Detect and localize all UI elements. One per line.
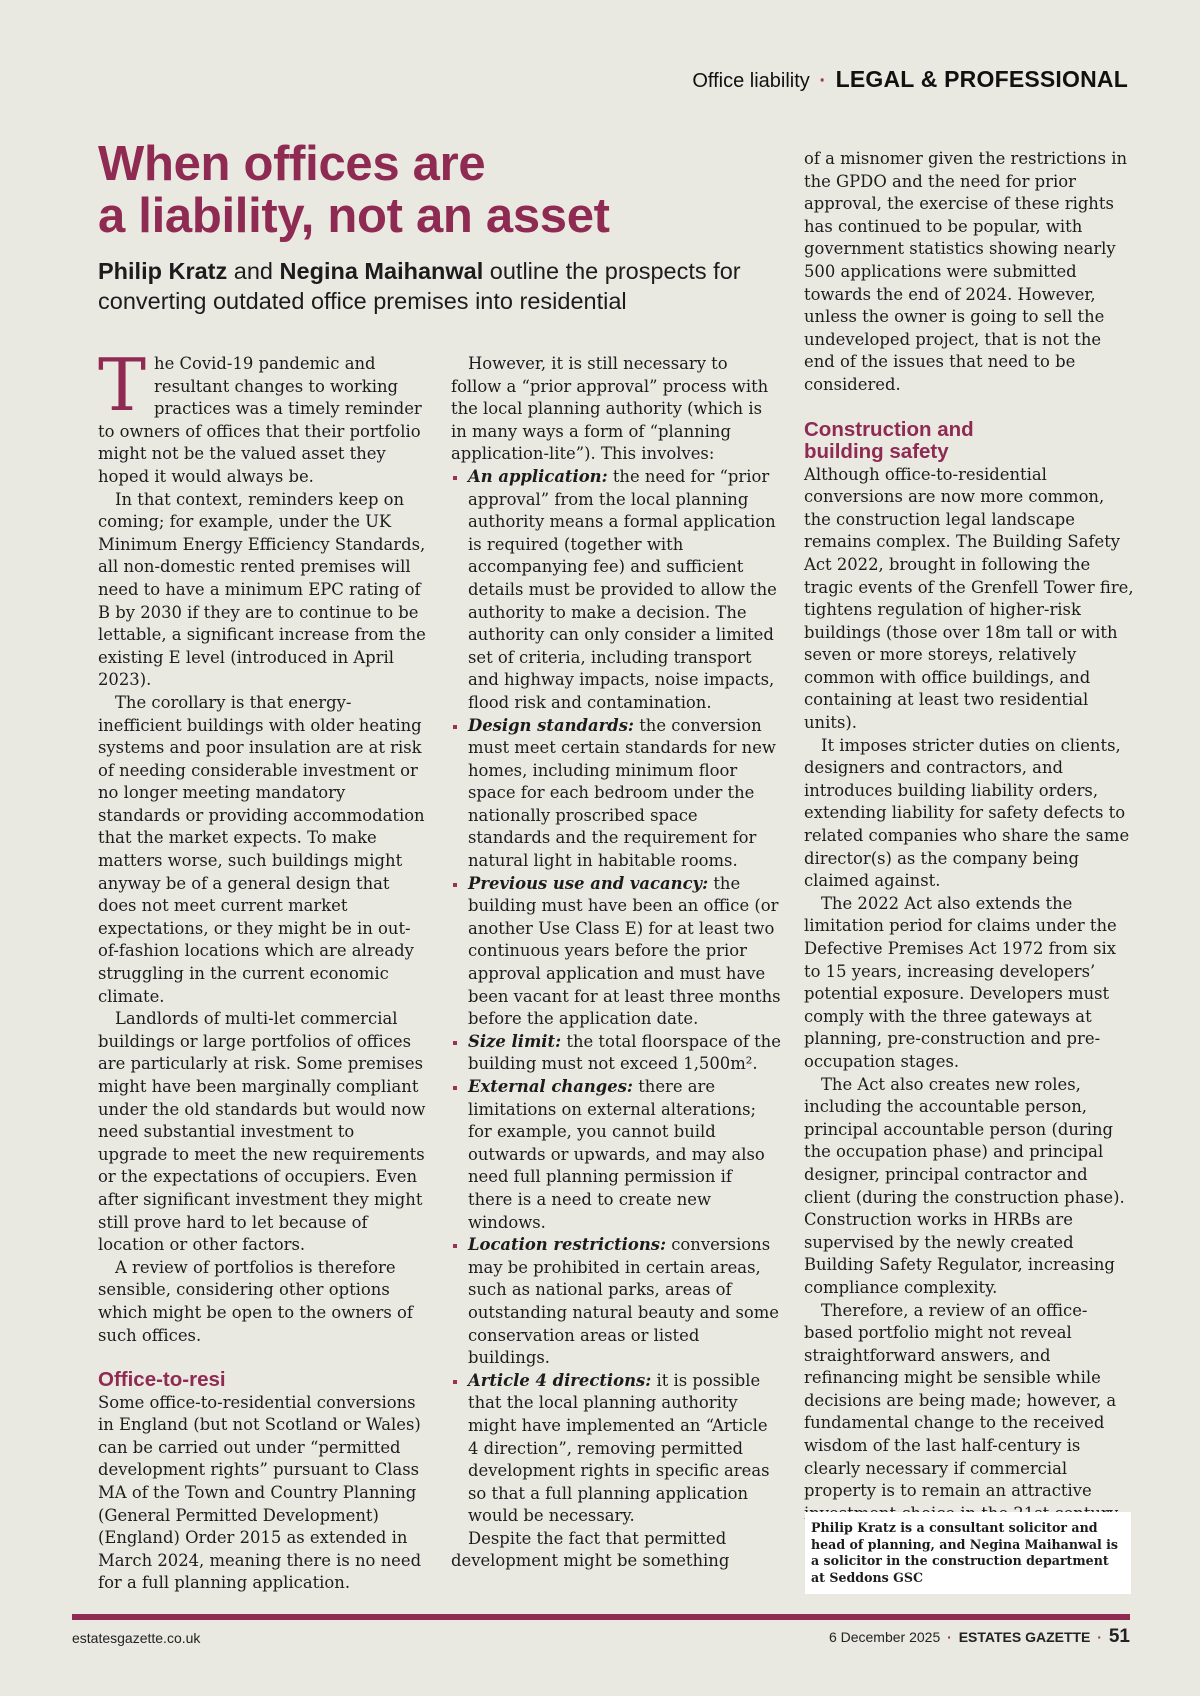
headline-line1: When offices are <box>98 137 486 191</box>
list-item-text: there are limitations on external alterations; for example, you cannot build outwards or upwards, and may also need full planning permission if there is a need to create new windows. <box>468 1077 765 1232</box>
header-separator: · <box>819 70 827 92</box>
footer-date: 6 December 2025 <box>828 1629 941 1645</box>
running-header <box>692 66 1128 93</box>
paragraph: Therefore, a review of an office-based portfolio might not reveal straightforward answers, and refinancing might be sensible while decisions are being made; however, a fundamental change to the received wisdom of the last half-century is clearly necessary if commercial property is to remain an attractive <box>804 1300 1117 1501</box>
author-bio-box: Philip Kratz is a consultant solicitor and head of planning, and Negina Maihanwal is a solicitor in the construction department at Seddons GSC <box>805 1512 1131 1594</box>
paragraph: A review of portfolios is therefore sensible, considering other options which might be open to the owners of such offices. <box>98 1257 413 1345</box>
footer-separator: · <box>1097 1629 1102 1645</box>
paragraph: The Act also creates new roles, including the accountable person, principal accountable person (during the occupation phase) and principal designer, principal contractor and client (during the construction phase). Construction works in HRBs are supervised by the newly created Building Safety Regulator, increasing compliance complexity. <box>804 1074 1125 1297</box>
list-item <box>451 715 781 873</box>
list-item-term: Design standards: <box>468 715 634 735</box>
column-1 <box>98 343 428 1595</box>
paragraph: It imposes stricter duties on clients, designers and contractors, and introduces building liability orders, extending liability for safety defects to related companies who share the same director(s) as the company being claimed against. <box>804 735 1130 891</box>
list-item-text: the building must have been an office (or another Use Class E) for at least two continuous years before the prior approval application and must have been vacant for at least three months before the application date. <box>468 873 781 1029</box>
subheading-construction-safety <box>804 419 1134 464</box>
list-item <box>451 1076 781 1234</box>
list-item-text: conversions may be prohibited in certain areas, such as national parks, areas of outstanding natural beauty and some conservation areas or listed buildings. <box>468 1235 779 1368</box>
footer-folio <box>829 1626 1130 1648</box>
list-item-term: External changes: <box>468 1077 633 1096</box>
footer-magazine: ESTATES GAZETTE <box>958 1629 1091 1645</box>
list-item <box>451 1234 781 1370</box>
paragraph: The corollary is that energy-inefficient buildings with older heating systems and poor insulation are at risk of needing considerable investment or no longer meeting mandatory standards or providing accommodation that the market expects. To make matters worse, such buildings might anyway be of a general design that does not meet current market expectations, or they might be in out-of-fashion locations which are already struggling in the current economic climate. <box>98 692 425 1006</box>
page-number: 51 <box>1108 1626 1130 1647</box>
paragraph: The 2022 Act also extends the limitation period for claims under the Defective Premises Act 1972 from six to 15 years, increasing developers’ potential exposure. Developers must comply with the three gateways at planning, pre-construction and pre-occupation stages. <box>804 893 1117 1071</box>
list-item-term: Article 4 directions: <box>468 1370 652 1390</box>
list-item-term: An application: <box>468 466 608 486</box>
paragraph <box>98 343 428 489</box>
list-item-text: the conversion must meet certain standards for new homes, including minimum floor space for each bedroom under the nationally proscribed space standards and the requirement for natural light in habitable rooms. <box>468 715 776 871</box>
drop-cap: T <box>98 343 147 427</box>
paragraph: However, it is still necessary to follow a “prior approval” process with the local planning authority (which is in many ways a form of “planning application-lite”). This involves: <box>451 354 769 464</box>
list-item <box>451 466 781 715</box>
subheading-office-to-resi: Office-to-resi <box>98 1368 226 1392</box>
paragraph: In that context, reminders keep on coming; for example, under the UK Minimum Energy Efficiency Standards, all non-domestic rented premises will need to have a minimum EPC rating of B by 2030 if they are to continue to be lettable, a significant increase from the existing E level (introduced in April 2023). <box>98 489 426 690</box>
standfirst <box>98 256 758 316</box>
paragraph: Despite the fact that permitted development might be something <box>451 1528 730 1571</box>
subheading-line2: building safety <box>804 440 949 464</box>
list-item-term: Previous use and vacancy: <box>468 873 709 893</box>
author-2: Negina Maihanwal <box>279 258 484 284</box>
criteria-list <box>451 466 781 1528</box>
list-item-term: Size limit: <box>468 1031 562 1051</box>
header-kicker: Office liability <box>692 70 810 92</box>
list-item <box>451 1370 781 1528</box>
column-3 <box>804 148 1134 1525</box>
list-item-text: it is possible that the local planning authority might have implemented an “Article 4 direction”, removing permitted development rights in specific areas so that a full planning application would be necessary. <box>468 1370 770 1526</box>
list-item <box>451 873 781 1031</box>
author-1: Philip Kratz <box>98 258 228 284</box>
footer-rule <box>72 1614 1130 1620</box>
footer-separator: · <box>947 1629 952 1645</box>
headline-line2: a liability, not an asset <box>98 189 610 243</box>
column-2 <box>451 353 781 1573</box>
list-item-term: Location restrictions: <box>468 1235 667 1255</box>
subheading-line1: Construction and <box>804 417 974 441</box>
headline <box>98 138 738 242</box>
list-item-text: the need for “prior approval” from the local planning authority means a formal application is required (together with accompanying fee) and sufficient details must be provided to allow the authority to make a decision. The authority can only consider a limited set of criteria, including transport and highway impacts, noise impacts, flood risk and contamination. <box>468 466 777 712</box>
list-item-text: the total floorspace of the building must not exceed 1,500m². <box>468 1031 781 1074</box>
paragraph: of a misnomer given the restrictions in the GPDO and the need for prior approval, the exercise of these rights has continued to be popular, with government statistics showing nearly 500 applications were submitted towards the end of 2024. However, unless the owner is going to sell the undeveloped project, that is not the end of the issues that need to be considered. <box>804 149 1128 394</box>
paragraph-text: he Covid-19 pandemic and resultant changes to working practices was a timely reminder to owners of offices that their portfolio might not be the valued asset they hoped it would always be. <box>98 354 422 486</box>
footer-website: estatesgazette.co.uk <box>72 1630 201 1646</box>
standfirst-text: outline the prospects for converting outdated office premises into residential <box>98 258 741 314</box>
paragraph: Some office-to-residential conversions in England (but not Scotland or Wales) can be carried out under “permitted development rights” pursuant to Class MA of the Town and Country Planning (General Permitted Development) (England) Order 2015 as extended in March 2024, meaning there is no need for a full planning application. <box>98 1392 422 1593</box>
standfirst-and: and <box>233 258 274 284</box>
paragraph: Landlords of multi-let commercial buildings or large portfolios of offices are particularly at risk. Some premises might have been marginally compliant under the old standards but would now need substantial investment to upgrade to meet the new requirements or the expectations of occupiers. Even after significant investment they might still prove hard to let because of location or other factors. <box>98 1009 426 1255</box>
list-item <box>451 1031 781 1076</box>
paragraph: Although office-to-residential conversions are now more common, the construction legal landscape remains complex. The Building Safety Act 2022, brought in following the tragic events of the Grenfell Tower fire, tightens regulation of higher-risk buildings (those over 18m tall or with seven or more storeys, relatively common with office buildings, and containing at least two residential units). <box>804 464 1134 733</box>
header-section: LEGAL & PROFESSIONAL <box>835 66 1128 92</box>
